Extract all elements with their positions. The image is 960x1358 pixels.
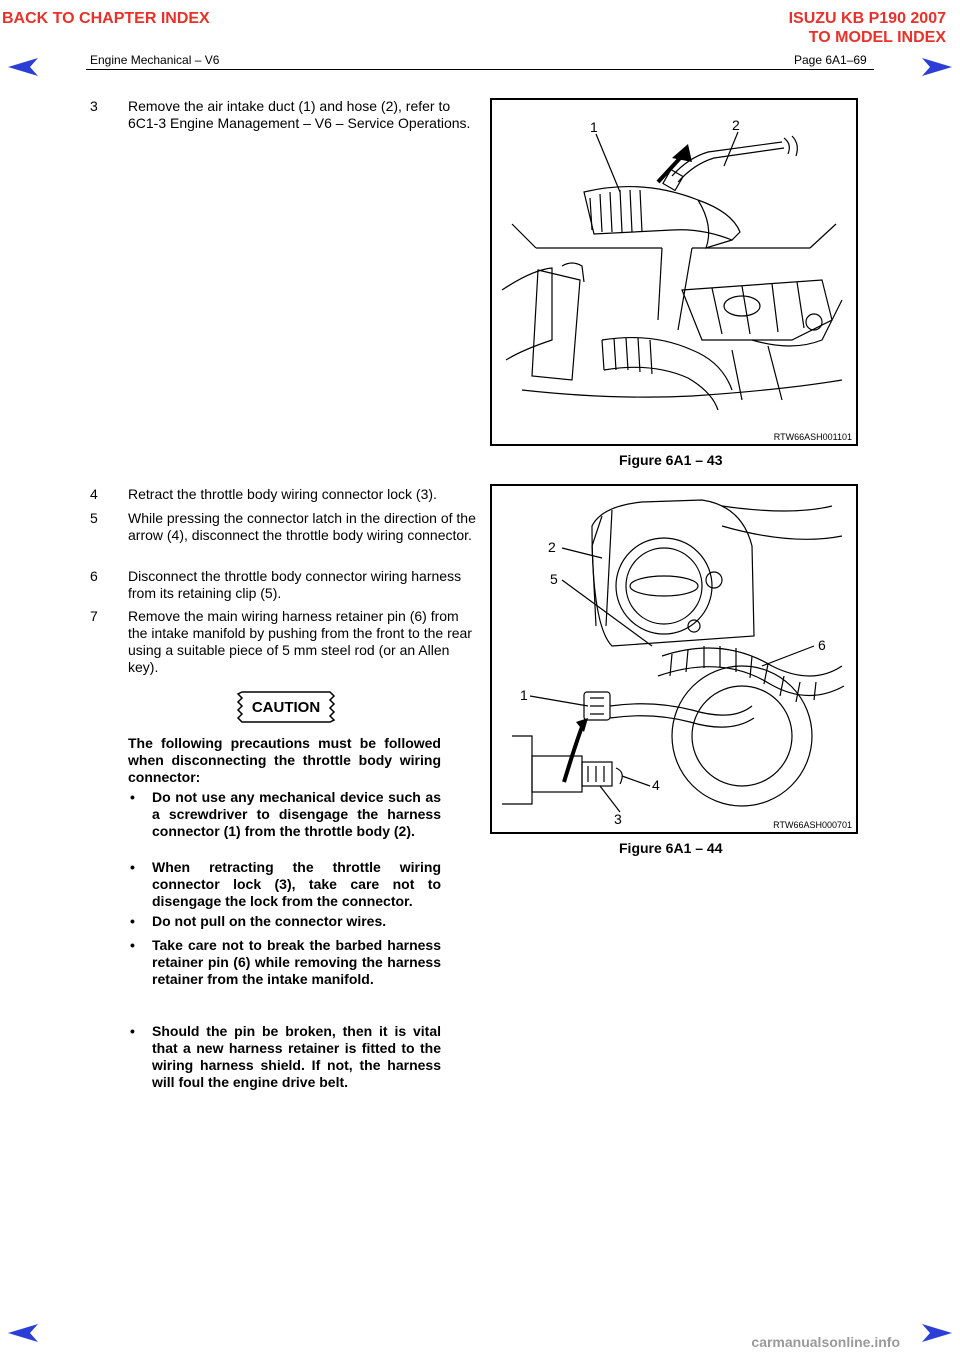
figure-43-illustration bbox=[490, 98, 858, 446]
figure-44-caption: Figure 6A1 – 44 bbox=[619, 840, 723, 856]
figure-44-callout: 4 bbox=[652, 777, 660, 793]
bullet-dot: • bbox=[130, 1023, 135, 1039]
previous-page-bottom-arrow-icon[interactable] bbox=[6, 1322, 40, 1344]
step-text: Remove the air intake duct (1) and hose (2), refer to 6C1-3 Engine Management – V6 – Service Operations. bbox=[128, 98, 471, 131]
figure-44-callout: 3 bbox=[614, 811, 622, 827]
figure-44-callout: 5 bbox=[550, 571, 558, 587]
back-to-chapter-index-link[interactable]: BACK TO CHAPTER INDEX bbox=[2, 10, 210, 27]
figure-code: RTW66ASH000701 bbox=[773, 820, 852, 830]
figure-43-callout: 2 bbox=[732, 117, 740, 133]
caution-intro: The following precautions must be followed when disconnecting the throttle body wiring connector: bbox=[128, 735, 441, 785]
header-rule bbox=[86, 69, 874, 70]
caution-bullet bbox=[128, 1023, 441, 1091]
page-number: Page 6A1–69 bbox=[794, 53, 867, 67]
step-4 bbox=[90, 486, 476, 503]
figure-43-caption: Figure 6A1 – 43 bbox=[619, 452, 723, 468]
bullet-text: When retracting the throttle wiring connector lock (3), take care not to disengage the lock from the connector. bbox=[152, 859, 441, 909]
watermark: carmanualsonline.info bbox=[751, 1334, 900, 1350]
bullet-text: Take care not to break the barbed harness retainer pin (6) while removing the harness retainer from the intake manifold. bbox=[152, 937, 441, 987]
step-5 bbox=[90, 510, 476, 544]
step-text: Disconnect the throttle body connector wiring harness from its retaining clip (5). bbox=[128, 568, 462, 601]
to-model-index-link[interactable]: TO MODEL INDEX bbox=[808, 29, 946, 46]
caution-label: CAUTION bbox=[251, 698, 321, 716]
bullet-dot: • bbox=[130, 789, 135, 805]
bullet-text: Should the pin be broken, then it is vital that a new harness retainer is fitted to the wiring harness shield. If not, the harness will foul the engine drive belt. bbox=[152, 1023, 441, 1090]
step-text: While pressing the connector latch in the direction of the arrow (4), disconnect the throttle body wiring connector. bbox=[128, 510, 476, 543]
caution-bullet bbox=[128, 789, 441, 840]
figure-43-callout: 1 bbox=[590, 119, 598, 135]
step-3 bbox=[90, 98, 476, 132]
step-number: 3 bbox=[90, 98, 98, 114]
figure-44-callout: 2 bbox=[548, 539, 556, 555]
previous-page-arrow-icon[interactable] bbox=[6, 56, 40, 78]
figure-44-callout: 1 bbox=[520, 687, 528, 703]
next-page-arrow-icon[interactable] bbox=[920, 56, 954, 78]
bullet-dot: • bbox=[130, 913, 135, 929]
step-number: 6 bbox=[90, 568, 98, 584]
caution-bullet bbox=[128, 859, 441, 910]
step-text: Retract the throttle body wiring connector lock (3). bbox=[128, 486, 437, 502]
model-title-link[interactable]: ISUZU KB P190 2007 bbox=[788, 10, 946, 27]
air-intake-duct-drawing bbox=[492, 100, 856, 444]
step-number: 5 bbox=[90, 510, 98, 526]
caution-badge bbox=[234, 688, 338, 726]
figure-44-callout: 6 bbox=[818, 637, 826, 653]
step-7 bbox=[90, 608, 476, 676]
figure-code: RTW66ASH001101 bbox=[773, 432, 852, 442]
bullet-dot: • bbox=[130, 859, 135, 875]
step-number: 4 bbox=[90, 486, 98, 502]
step-text: Remove the main wiring harness retainer pin (6) from the intake manifold by pushing from the front to the rear using a suitable piece of 5 mm steel rod (or an Allen key). bbox=[128, 608, 472, 675]
figure-44-illustration bbox=[490, 484, 858, 834]
bullet-dot: • bbox=[130, 937, 135, 953]
bullet-text: Do not pull on the connector wires. bbox=[152, 913, 387, 929]
bullet-text: Do not use any mechanical device such as a screwdriver to disengage the harness connector (1) from the throttle body (2). bbox=[152, 789, 441, 839]
caution-bullet bbox=[128, 937, 441, 988]
throttle-body-connector-drawing bbox=[492, 486, 856, 832]
caution-bullet bbox=[128, 913, 441, 930]
step-number: 7 bbox=[90, 608, 98, 624]
section-title: Engine Mechanical – V6 bbox=[90, 53, 220, 67]
step-6 bbox=[90, 568, 476, 602]
next-page-bottom-arrow-icon[interactable] bbox=[920, 1322, 954, 1344]
